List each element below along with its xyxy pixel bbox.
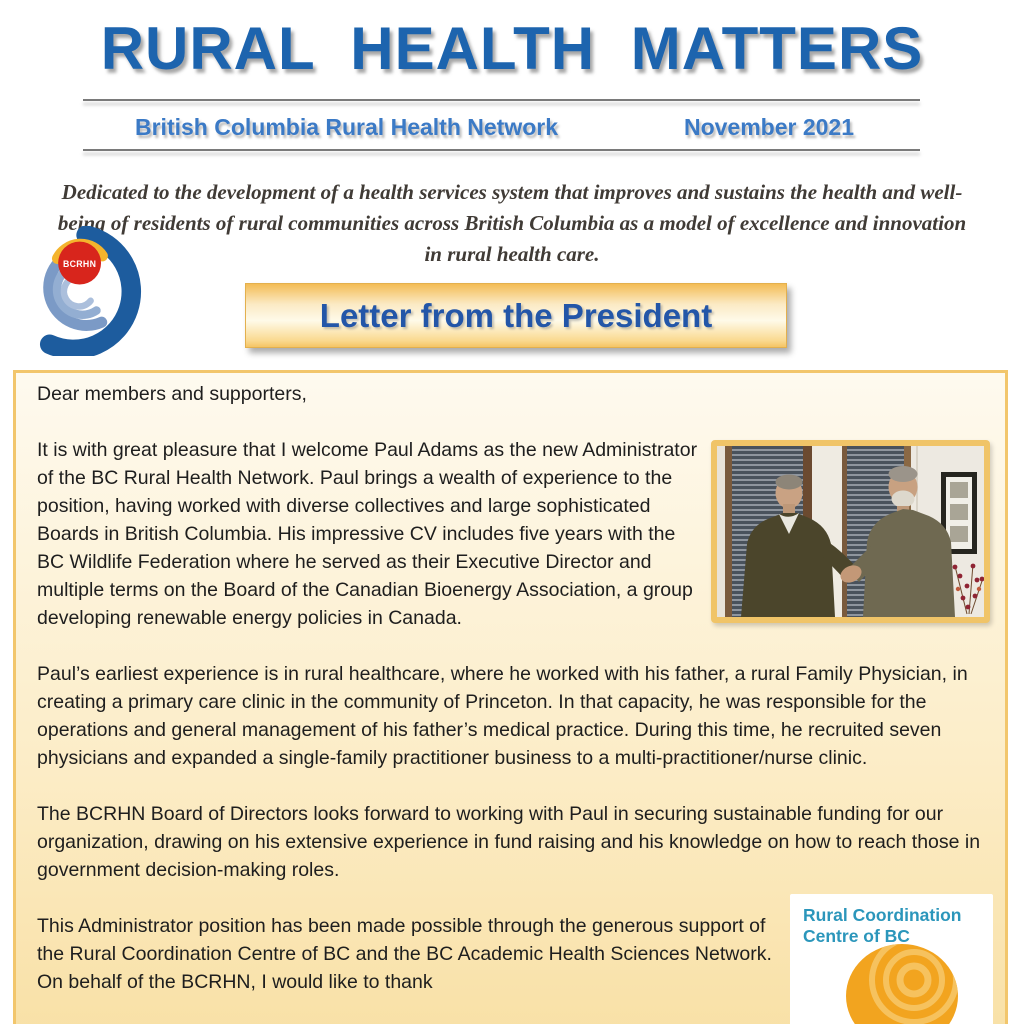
rcc-logo-line1: Rural Coordination: [803, 905, 962, 925]
photo-picture-art: [950, 526, 968, 542]
handshake-photo: [711, 440, 990, 623]
letter-paragraph-4: This Administrator position has been made possible through the generous support of the Rural Coordination Centre of BC and the BC Academic Health Sciences Network. On behalf of the BCRHN, I would like to thank: [37, 915, 772, 993]
bcrhn-logo-acronym: BCRHN: [62, 258, 97, 269]
letter-paragraph-2: Paul’s earliest experience is in rural healthcare, where he worked with his father, a rural Family Physician, in creating a primary care clinic in the community of Princeton. In that capacity, he was responsible for the operations and general management of his father’s medical practice. During this time, he recruited seven physicians and expanded a single-family practitioner business to a multi-practitioner/nurse clinic.: [37, 663, 968, 769]
organization-name: British Columbia Rural Health Network: [135, 113, 559, 140]
section-heading-label: Letter from the President: [319, 296, 713, 334]
photo-wood-trim: [725, 446, 732, 617]
letter-paragraph-3: The BCRHN Board of Directors looks forward to working with Paul in securing sustainable funding for our organization, drawing on his extensive experience in fund raising and his knowledge on how to reach those in government decision-making roles.: [37, 803, 981, 881]
photo-wood-trim: [842, 446, 847, 617]
header-divider-bottom: [83, 149, 920, 151]
photo-picture-art: [950, 504, 968, 520]
handshake-photo-image: [717, 446, 984, 617]
letter-salutation: Dear members and supporters,: [37, 383, 307, 405]
photo-picture-art: [950, 482, 968, 498]
rcc-swirl-icon: [790, 928, 993, 1024]
rcc-logo: [790, 894, 993, 1024]
header-subtitle-row: [83, 108, 920, 146]
section-heading-box: [245, 283, 787, 348]
page-title: RURAL HEALTH MATTERS: [100, 15, 924, 82]
rcc-logo-line2: Centre of BC: [803, 926, 910, 946]
bcrhn-logo: [12, 226, 142, 356]
issue-date: November 2021: [683, 113, 854, 140]
header-divider-top: [83, 99, 920, 101]
letter-box: [13, 370, 1008, 1024]
letter-paragraph-1: It is with great pleasure that I welcome Paul Adams as the new Administrator of the BC Rural Health Network. Paul brings a wealth of experience to the position, having worked with diverse collectives and large sophisticated Boards in British Columbia. His impressive CV includes five years with the BC Wildlife Federation where he served as their Executive Director and multiple terms on the Board of the Canadian Bioenergy Association, a group developing renewable energy policies in Canada.: [37, 439, 698, 629]
mission-statement: Dedicated to the development of a health services system that improves and sustains the health and well-being of residents of rural communities across British Columbia as a model of excellence and innovation in rural health care.: [57, 180, 967, 266]
